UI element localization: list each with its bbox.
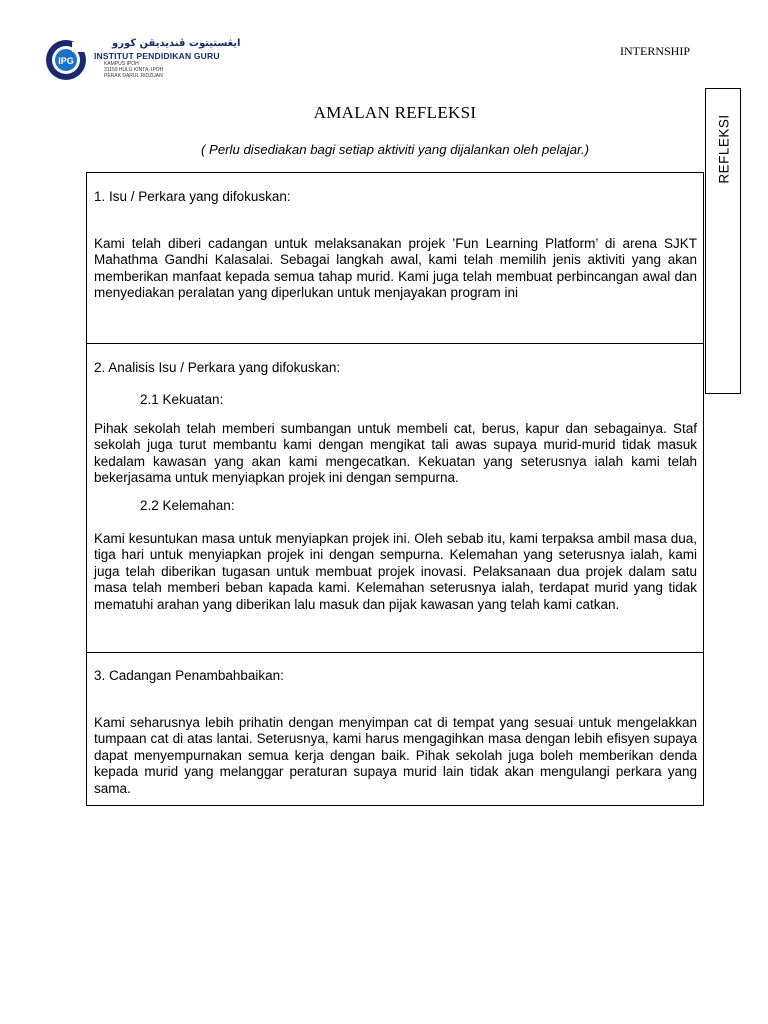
address-line: KAMPUS IPOH (104, 61, 139, 67)
side-tab-label: REFLEKSI (716, 114, 732, 184)
section-body-weaknesses: Kami kesuntukan masa untuk menyiapkan projek ini. Oleh sebab itu, kami terpaksa ambil masa dua, tiga hari untuk menyiapkan projek ini dengan sempurna. Kelemahan yang seterusnya ialah, kami juga telah diberikan tugasan untuk membuat projek inovasi. Pelaksanaan dua projek dalam satu masa telah memberi beban kapada kami. Kelemahan seterusnya ialah, terdapat murid yang tidak mematuhi arahan yang diberikan lalu masuk dan pijak kawasan yang telah kami catkan. (94, 531, 697, 612)
address-line: PERAK DARUL RIDZUAN (104, 73, 163, 79)
section-improvement (87, 652, 703, 805)
section-body: Kami telah diberi cadangan untuk melaksanakan projek ’Fun Learning Platform’ di arena SJKT Mahathma Gandhi Kalasalai. Sebagai langkah awal, kami telah memilih jenis aktiviti yang akan memberikan manfaat kepada semua tahap murid. Kami juga telah membuat perbincangan awal dan menyediakan peralatan yang diperlukan untuk menjayakan program ini (94, 236, 697, 301)
section-analysis (87, 343, 703, 652)
section-body: Kami seharusnya lebih prihatin dengan menyimpan cat di tempat yang sesuai untuk mengelakkan tumpaan cat di atas lantai. Seterusnya, kami harus mengagihkan masa dengan lebih efisyen supaya dapat menyempurnakan semua kerja dengan baik. Pihak sekolah juga boleh memberikan denda kepada murid yang melanggar peraturan supaya murid lain tidak akan mengulangi perkara yang sama. (94, 715, 697, 796)
reflection-form (86, 172, 704, 806)
ipg-logo-icon (44, 38, 88, 82)
side-tab-box (705, 88, 741, 394)
section-body-strengths: Pihak sekolah telah memberi sumbangan untuk membeli cat, berus, kapur dan sebagainya. Staf sekolah juga turut membantu kami dengan mengikat tali awas supaya murid-murid tidak masuk kedalam kawasan yang akan kami mengecatkan. Kekuatan yang seterusnya ialah kami telah bekerjasama untuk menyiapkan projek ini dengan sempurna. (94, 421, 697, 486)
address-line: 31150 HULU KINTA, IPOH (104, 67, 164, 73)
section-heading: 2. Analisis Isu / Perkara yang difokuskan: (94, 360, 341, 375)
section-heading: 1. Isu / Perkara yang difokuskan: (94, 189, 291, 204)
logo-jawi-text: ايڠستيتوت ڤنديديقن ڬورو (112, 38, 241, 49)
institution-name: INSTITUT PENDIDIKAN GURU (94, 51, 220, 61)
page-subtitle: ( Perlu disediakan bagi setiap aktiviti yang dijalankan oleh pelajar.) (200, 142, 590, 157)
institution-address (104, 61, 163, 79)
institution-logo (44, 36, 241, 84)
header-internship: INTERNSHIP (620, 44, 691, 58)
section-issue (87, 173, 703, 343)
subsection-heading-strengths: 2.1 Kekuatan: (140, 392, 224, 407)
section-heading: 3. Cadangan Penambahbaikan: (94, 668, 284, 683)
logo-badge: IPG (58, 56, 74, 66)
page-title: AMALAN REFLEKSI (313, 103, 477, 122)
subsection-heading-weaknesses: 2.2 Kelemahan: (140, 498, 235, 513)
